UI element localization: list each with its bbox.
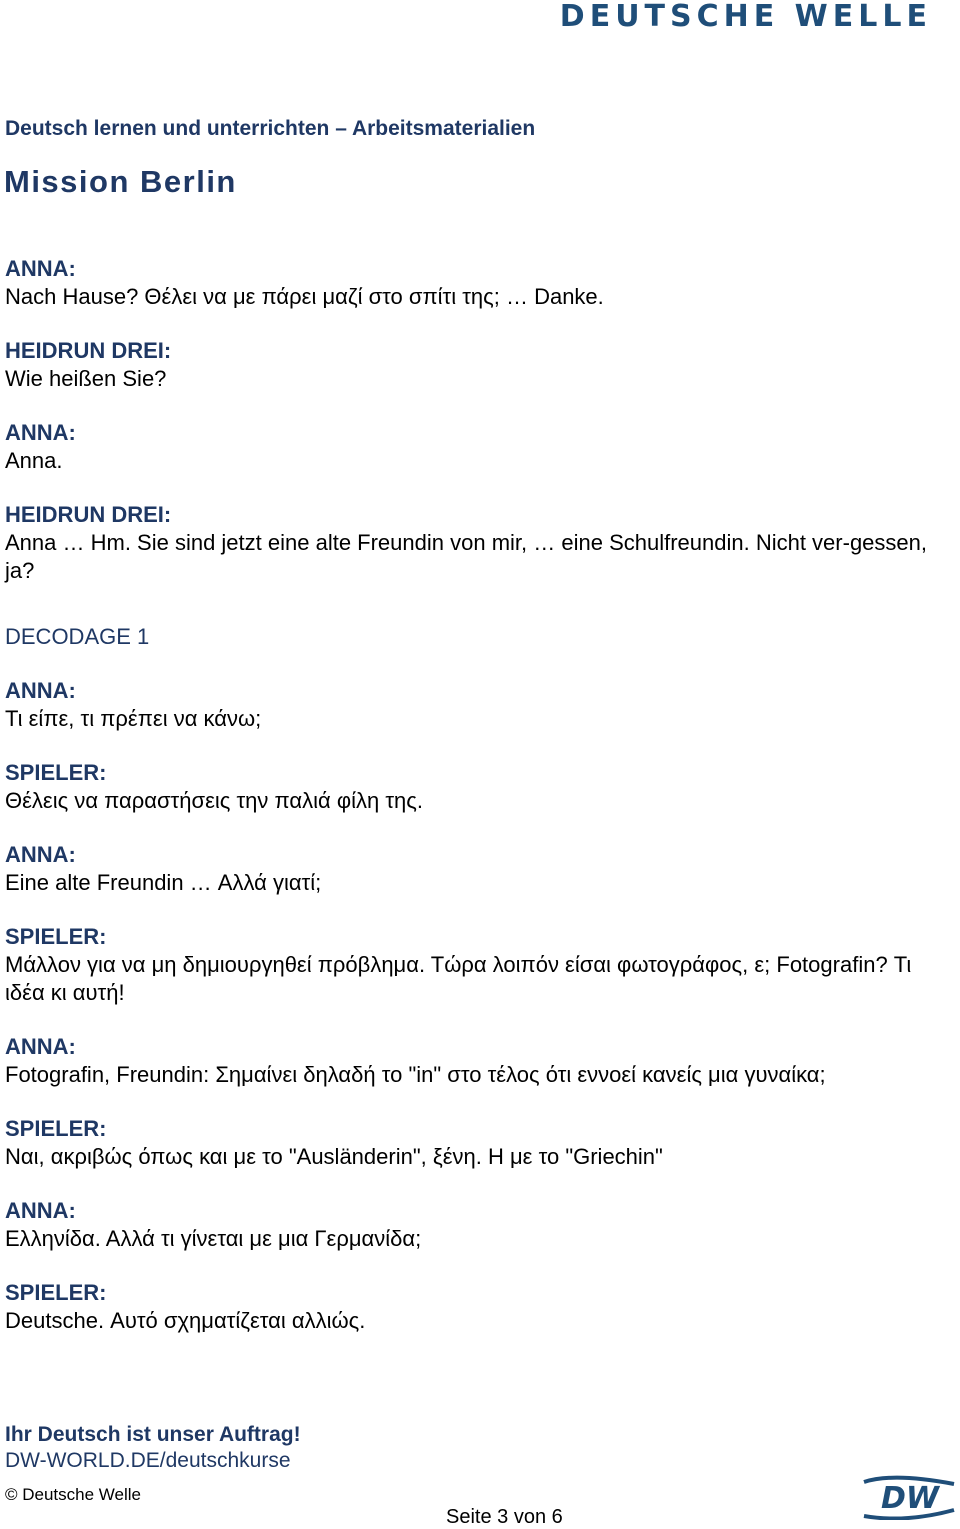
brand-wordmark: DEUTSCHE WELLE: [559, 0, 932, 34]
dialogue-line: Eine alte Freundin … Αλλά γιατί;: [5, 870, 322, 895]
dialogue-line: Ελληνίδα. Αλλά τι γίνεται με μια Γερμανίδα;: [5, 1226, 422, 1251]
speaker-name: SPIELER:: [5, 760, 107, 785]
dialogue-line: Fotografin, Freundin: Σημαίνει δηλαδή το "in" στο τέλος ότι εννοεί κανείς μια γυναίκα;: [5, 1062, 826, 1087]
dialogue-line: Nach Hause? Θέλει να με πάρει μαζί στο σπίτι της; … Danke.: [5, 284, 604, 309]
footer-copyright: © Deutsche Welle: [5, 1485, 141, 1504]
dw-logo-text: DW: [881, 1481, 939, 1516]
dialogue-line: Ναι, ακριβώς όπως και με το "Ausländerin", ξένη. Η με το "Griechin": [5, 1144, 663, 1169]
series-title: Deutsch lernen und unterrichten – Arbeitsmaterialien: [5, 117, 536, 140]
speaker-name: ANNA:: [5, 678, 76, 703]
speaker-name: HEIDRUN DREI:: [5, 338, 172, 363]
speaker-name: SPIELER:: [5, 924, 107, 949]
speaker-name: ANNA:: [5, 1198, 76, 1223]
dw-logo-icon: [862, 1474, 958, 1520]
page-title: Mission Berlin: [4, 164, 237, 199]
dialogue-body: [5, 255, 945, 1335]
section-title: DECODAGE 1: [5, 624, 150, 649]
speaker-name: ANNA:: [5, 1034, 76, 1059]
speaker-name: ANNA:: [5, 842, 76, 867]
speaker-name: ANNA:: [5, 256, 76, 281]
dialogue-line: Anna.: [5, 448, 63, 473]
page-number: Seite 3 von 6: [446, 1506, 563, 1528]
footer-slogan: Ihr Deutsch ist unser Auftrag!: [5, 1423, 301, 1446]
speaker-name: SPIELER:: [5, 1280, 107, 1305]
speaker-name: SPIELER:: [5, 1116, 107, 1141]
dialogue-line: Deutsche. Αυτό σχηματίζεται αλλιώς.: [5, 1308, 366, 1333]
speaker-name: ANNA:: [5, 420, 76, 445]
footer-url[interactable]: DW-WORLD.DE/deutschkurse: [5, 1449, 291, 1472]
dialogue-line: Wie heißen Sie?: [5, 366, 167, 391]
dialogue-line: Anna … Hm. Sie sind jetzt eine alte Freundin von mir, … eine Schulfreundin. Nicht ver-gessen, ja?: [5, 530, 928, 583]
speaker-name: HEIDRUN DREI:: [5, 502, 172, 527]
dialogue-line: Θέλεις να παραστήσεις την παλιά φίλη της.: [5, 788, 423, 813]
dialogue-line: Μάλλον για να μη δημιουργηθεί πρόβλημα. Τώρα λοιπόν είσαι φωτογράφος, ε; Fotografin? Τι ιδέα κι αυτή!: [5, 952, 912, 1005]
dialogue-line: Τι είπε, τι πρέπει να κάνω;: [5, 706, 262, 731]
